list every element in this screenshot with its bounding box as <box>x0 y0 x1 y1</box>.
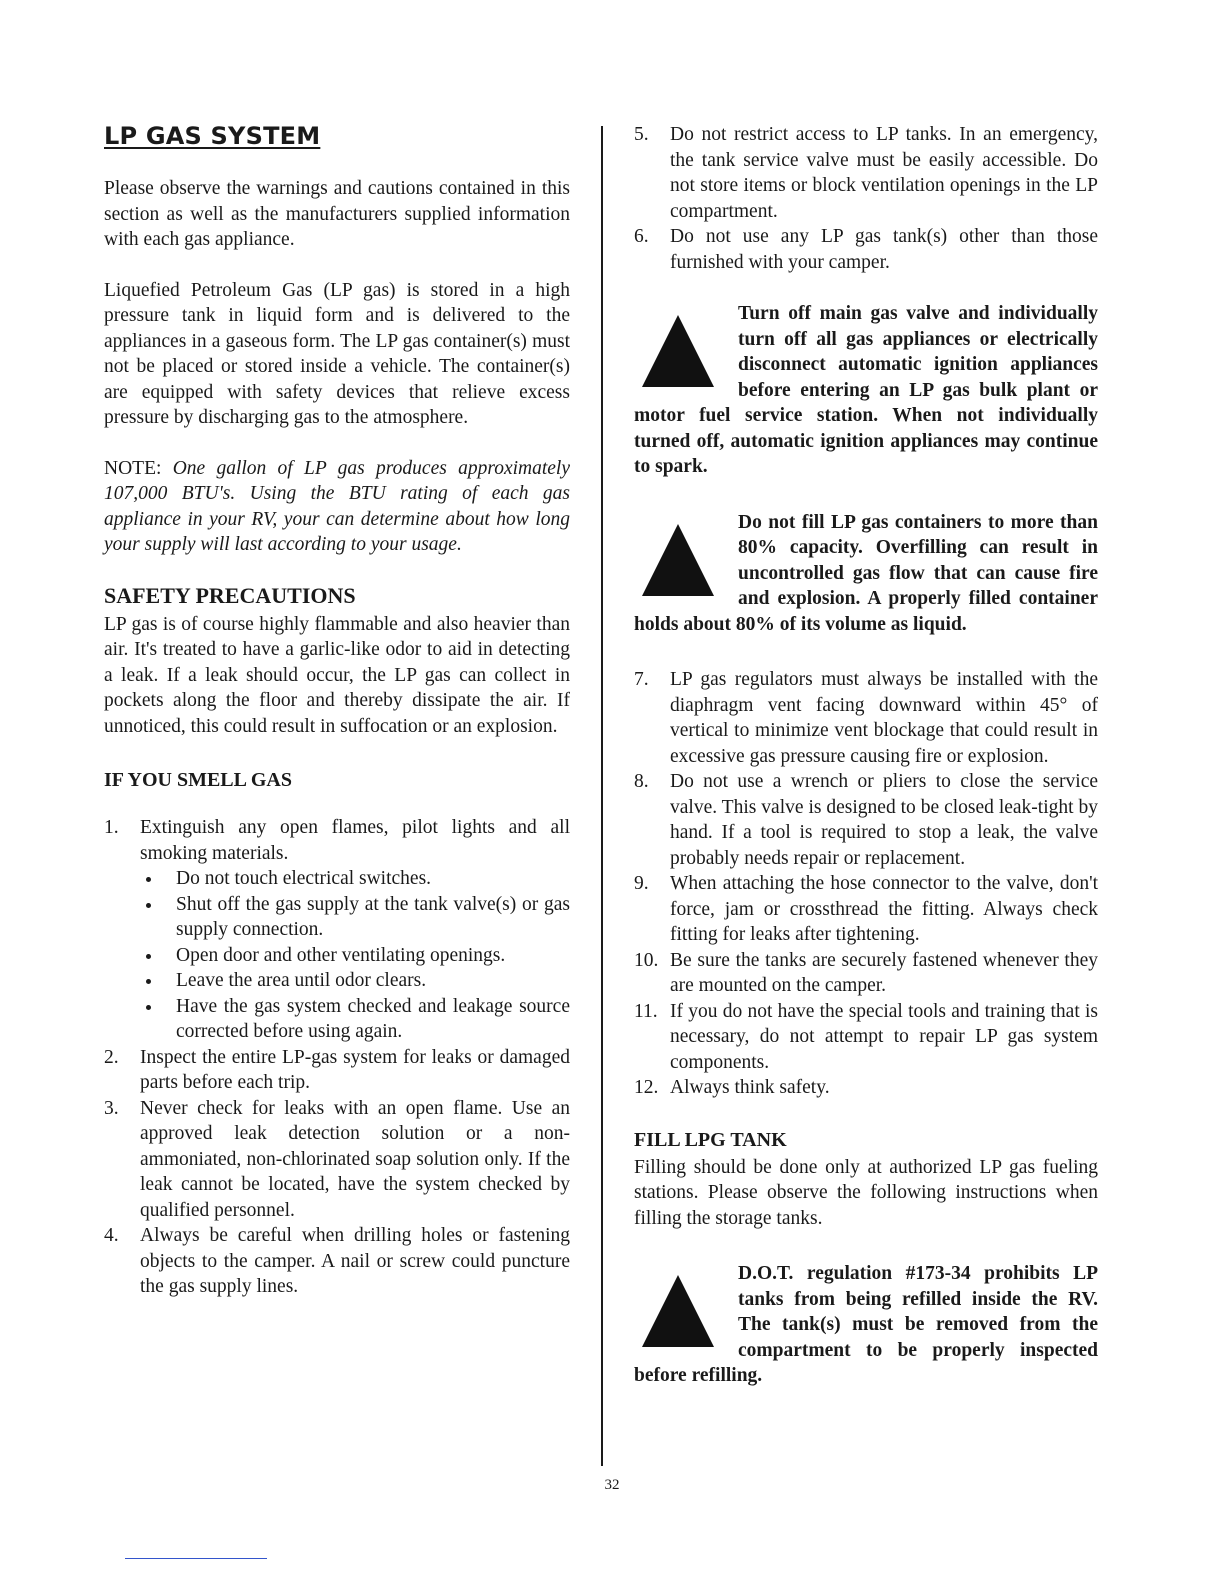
list-item-number: 6. <box>634 226 649 247</box>
safety-heading: SAFETY PRECAUTIONS <box>104 582 356 608</box>
warning-overfill <box>634 510 1098 638</box>
list-item <box>634 769 1098 871</box>
note-text: One gallon of LP gas produces approximately 107,000 BTU's. Using the BTU rating of each gas appliance in your RV, your can determine about how long your supply will last according to your usage. <box>104 457 570 555</box>
list-item-text: When attaching the hose connector to the valve, don't force, jam or crossthread the fitting. Always check fitting for leaks after tightening. <box>670 873 1098 945</box>
list-item <box>634 122 1098 224</box>
list-item <box>104 1045 570 1096</box>
bullet-item: Do not touch electrical switches. <box>140 866 570 892</box>
warning-triangle-icon <box>640 313 716 389</box>
list-item-number: 7. <box>634 669 649 690</box>
list-item-number: 8. <box>634 771 649 792</box>
list-item-text: Always be careful when drilling holes or fastening objects to the camper. A nail or screw could puncture the gas supply lines. <box>140 1225 570 1297</box>
list-item <box>634 224 1098 275</box>
list-item-text: Never check for leaks with an open flame. Use an approved leak detection solution or a non-ammoniated, non-chlorinated soap solution only. If the leak cannot be located, have the system checked by qualified personnel. <box>140 1097 570 1221</box>
list-item-number: 3. <box>104 1097 119 1119</box>
list-item <box>634 871 1098 948</box>
intro-paragraph: Please observe the warnings and cautions contained in this section as well as the manufacturers supplied information with each gas appliance. <box>104 178 570 250</box>
list-item-text: Extinguish any open flames, pilot lights and all smoking materials. <box>140 817 570 864</box>
list-item-number: 1. <box>104 817 119 838</box>
bullet-item: Shut off the gas supply at the tank valve(s) or gas supply connection. <box>140 892 570 943</box>
list-item-text: LP gas regulators must always be installed with the diaphragm vent facing downward within 45° of vertical to minimize vent blockage that could result in excessive gas pressure causing fire or explosion. <box>670 669 1098 767</box>
list-item-text: Inspect the entire LP-gas system for leaks or damaged parts before each trip. <box>140 1046 570 1093</box>
list-item-number: 11. <box>634 1000 658 1022</box>
list-item-number: 9. <box>634 873 649 894</box>
list-item <box>104 1096 570 1224</box>
warning-main-gas-valve <box>634 301 1098 480</box>
warning-triangle-icon <box>640 522 716 598</box>
step-1-bullets <box>140 866 570 1045</box>
lp-description-paragraph: Liquefied Petroleum Gas (LP gas) is stored in a high pressure tank in liquid form and is delivered to the appliances in a gaseous form. The LP gas container(s) must not be placed or stored inside a vehicle. The container(s) are equipped with safety devices that relieve excess pressure by discharging gas to the atmosphere. <box>104 279 570 428</box>
list-item <box>634 999 1098 1076</box>
warning-dot-regulation <box>634 1261 1098 1389</box>
smell-gas-steps <box>104 815 570 1300</box>
fill-tank-paragraph: Filling should be done only at authorized LP gas fueling stations. Please observe the following instructions when filling the storage tanks. <box>634 1156 1098 1229</box>
note-paragraph <box>104 456 570 558</box>
bullet-item: Open door and other ventilating openings. <box>140 943 570 969</box>
precaution-steps-b <box>634 667 1098 1101</box>
list-item-text: Always think safety. <box>670 1077 830 1098</box>
right-column <box>634 122 1098 1419</box>
warning-text: Turn off main gas valve and individually turn off all gas appliances or electrically disconnect automatic ignition appliances before entering an LP gas bulk plant or motor fuel service station. When not individually turned off, automatic ignition appliances may continue to spark. <box>634 303 1098 477</box>
list-item-text: Do not use any LP gas tank(s) other than those furnished with your camper. <box>670 226 1098 273</box>
fill-tank-heading: FILL LPG TANK <box>634 1128 787 1151</box>
list-item <box>634 948 1098 999</box>
list-item <box>634 1075 1098 1101</box>
smell-gas-heading: IF YOU SMELL GAS <box>104 769 292 791</box>
column-divider <box>601 126 603 1466</box>
list-item-number: 5. <box>634 124 649 145</box>
list-item-number: 4. <box>104 1225 119 1246</box>
bullet-item: Have the gas system checked and leakage source corrected before using again. <box>140 994 570 1045</box>
list-item-number: 2. <box>104 1046 119 1068</box>
page-title: LP GAS SYSTEM <box>104 122 321 150</box>
footer-rule <box>125 1558 267 1559</box>
left-column <box>104 122 570 1300</box>
list-item-text: Do not use a wrench or pliers to close the service valve. This valve is designed to be closed leak-tight by hand. If a tool is required to stop a leak, the valve probably needs repair or replacement. <box>670 771 1098 869</box>
warning-triangle-icon <box>640 1273 716 1349</box>
precaution-steps-a <box>634 122 1098 275</box>
bullet-item: Leave the area until odor clears. <box>140 968 570 994</box>
warning-text: Do not fill LP gas containers to more than 80% capacity. Overfilling can result in uncontrolled gas flow that can cause fire and explosion. A properly filled container holds about 80% of its volume as liquid. <box>634 511 1098 635</box>
list-item-text: Be sure the tanks are securely fastened whenever they are mounted on the camper. <box>670 949 1098 996</box>
note-label: NOTE: <box>104 457 162 479</box>
page-number: 32 <box>604 1477 620 1493</box>
list-item-number: 10. <box>634 949 659 971</box>
list-item <box>104 1223 570 1300</box>
list-item <box>104 815 570 1045</box>
list-item <box>634 667 1098 769</box>
safety-paragraph: LP gas is of course highly flammable and also heavier than air. It's treated to have a garlic-like odor to aid in detecting a leak. If a leak should occur, the LP gas can collect in pockets along the floor and thereby dissipate the air. If unnoticed, this could result in suffocation or an explosion. <box>104 613 570 737</box>
list-item-text: If you do not have the special tools and training that is necessary, do not attempt to repair LP gas system components. <box>670 1000 1098 1073</box>
warning-text: D.O.T. regulation #173-34 prohibits LP tanks from being refilled inside the RV. The tank(s) must be removed from the compartment to be properly inspected before refilling. <box>634 1263 1098 1386</box>
list-item-number: 12. <box>634 1077 659 1098</box>
list-item-text: Do not restrict access to LP tanks. In an emergency, the tank service valve must be easily accessible. Do not store items or block ventilation openings in the LP compartment. <box>670 124 1098 222</box>
